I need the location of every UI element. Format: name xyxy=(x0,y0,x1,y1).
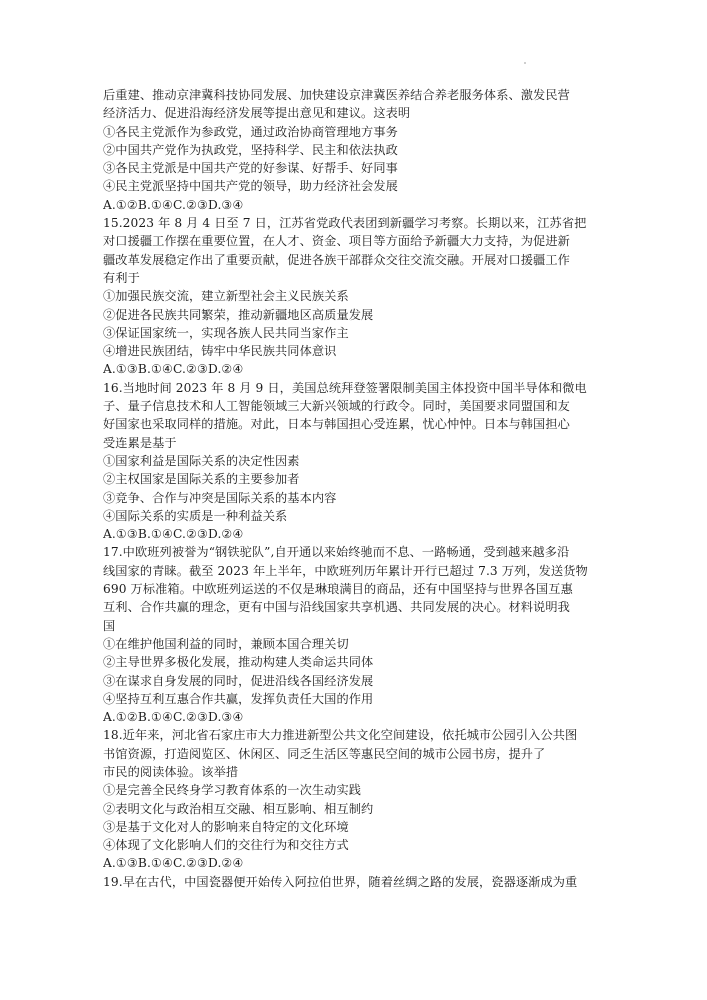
text-line: 17.中欧班列被誉为“钢铁驼队”,自开通以来始终驰而不息、一路畅通，受到越来越多沿 xyxy=(103,545,570,560)
text-line: ①国家利益是国际关系的决定性因素 xyxy=(103,453,300,468)
text-line: 19.早在古代，中国瓷器便开始传入阿拉伯世界，随着丝绸之路的发展，瓷器逐渐成为重 xyxy=(103,874,578,889)
text-line: A.①③B.①④C.②③D.②④ xyxy=(103,362,244,377)
text-line: A.①③B.①④C.②③D.②④ xyxy=(103,527,244,542)
text-line: 后重建、推动京津冀科技协同发展、加快建设京津冀医养结合养老服务体系、激发民营 xyxy=(103,88,570,102)
text-line: 18.近年来，河北省石家庄市大力推进新型公共文化空间建设，依托城市公园引入公共图 xyxy=(103,728,578,743)
text-line: ②中国共产党作为执政党，坚持科学、民主和依法执政 xyxy=(103,142,398,157)
text-line: A.①②B.①④C.②③D.③④ xyxy=(103,710,244,725)
text-line: ④国际关系的实质是一种利益关系 xyxy=(103,508,288,523)
scan-speck xyxy=(524,62,526,64)
text-line: 有利于 xyxy=(103,270,140,285)
text-line: 690 万标准箱。中欧班列运送的不仅是琳琅满目的商品，还有中国坚持与世界各国互惠 xyxy=(103,582,573,597)
text-line: ④民主党派坚持中国共产党的领导，助力经济社会发展 xyxy=(103,179,398,194)
text-line: 好国家也采取同样的措施。对此，日本与韩国担心受连累，忧心忡忡。日本与韩国担心 xyxy=(103,417,570,432)
text-line: ②促进各民族共同繁荣，推动新疆地区高质量发展 xyxy=(103,307,374,322)
text-line: 书馆资源，打造阅览区、休闲区、同乏生活区等惠民空间的城市公园书房，提升了 xyxy=(103,746,546,761)
text-line: ①各民主党派作为参政党，通过政治协商管理地方事务 xyxy=(103,124,398,139)
text-line: ④体现了文化影响人们的交往行为和交往方式 xyxy=(103,838,349,853)
text-line: 市民的阅读体验。该举措 xyxy=(103,764,239,779)
text-line: A.①②B.①④C.②③D.③④ xyxy=(103,197,244,212)
text-line: ①是完善全民终身学习教育体系的一次生动实践 xyxy=(103,783,362,798)
text-line: 互利、合作共赢的理念，更有中国与沿线国家共享机遇、共同发展的决心。材料说明我 xyxy=(103,600,570,615)
text-line: ③是基于文化对人的影响来自特定的文化环境 xyxy=(103,819,349,834)
text-line: 15.2023 年 8 月 4 日至 7 日，江苏省党政代表团到新疆学习考察。长期以来，江苏省把 xyxy=(103,216,587,231)
text-line: 经济活力、促进沿海经济发展等提出意见和建议。这表明 xyxy=(103,106,411,121)
text-line: ②表明文化与政治相互交融、相互影响、相互制约 xyxy=(103,801,374,816)
text-line: 对口援疆工作摆在重要位置，在人才、资金、项目等方面给予新疆大力支持，为促进新 xyxy=(103,234,570,249)
text-line: 线国家的青睐。截至 2023 年上半年，中欧班列历年累计开行已超过 7.3 万列，发送货物 xyxy=(103,563,588,578)
text-line: 疆改革发展稳定作出了重要贡献，促进各族干部群众交往交流交融。开展对口援疆工作 xyxy=(103,252,570,267)
text-line: ③竞争、合作与冲突是国际关系的基本内容 xyxy=(103,490,337,505)
text-line: ③保证国家统一，实现各族人民共同当家作主 xyxy=(103,325,349,340)
text-line: A.①③B.①④C.②③D.②④ xyxy=(103,856,244,871)
text-line: 受连累是基于 xyxy=(103,435,177,450)
text-line: 子、量子信息技术和人工智能领域三大新兴领域的行政令。同时，美国要求同盟国和友 xyxy=(103,399,570,414)
text-line: ②主导世界多极化发展，推动构建人类命运共同体 xyxy=(103,655,374,670)
text-line: ③在谋求自身发展的同时，促进沿线各国经济发展 xyxy=(103,673,374,688)
text-line: ①加强民族交流，建立新型社会主义民族关系 xyxy=(103,289,349,304)
text-line: ④增进民族团结，铸牢中华民族共同体意识 xyxy=(103,344,337,359)
text-line: ①在维护他国利益的同时，兼顾本国合理关切 xyxy=(103,636,349,651)
text-line: 16.当地时间 2023 年 8 月 9 日，美国总统拜登签署限制美国主体投资中国半导体和微电 xyxy=(103,380,587,395)
text-line: ③各民主党派是中国共产党的好参谋、好帮手、好同事 xyxy=(103,161,398,176)
text-line: ②主权国家是国际关系的主要参加者 xyxy=(103,472,300,487)
text-line: 国 xyxy=(103,618,116,633)
question-text-block xyxy=(103,86,613,891)
text-line: ④坚持互利互惠合作共赢，发挥负责任大国的作用 xyxy=(103,691,374,706)
